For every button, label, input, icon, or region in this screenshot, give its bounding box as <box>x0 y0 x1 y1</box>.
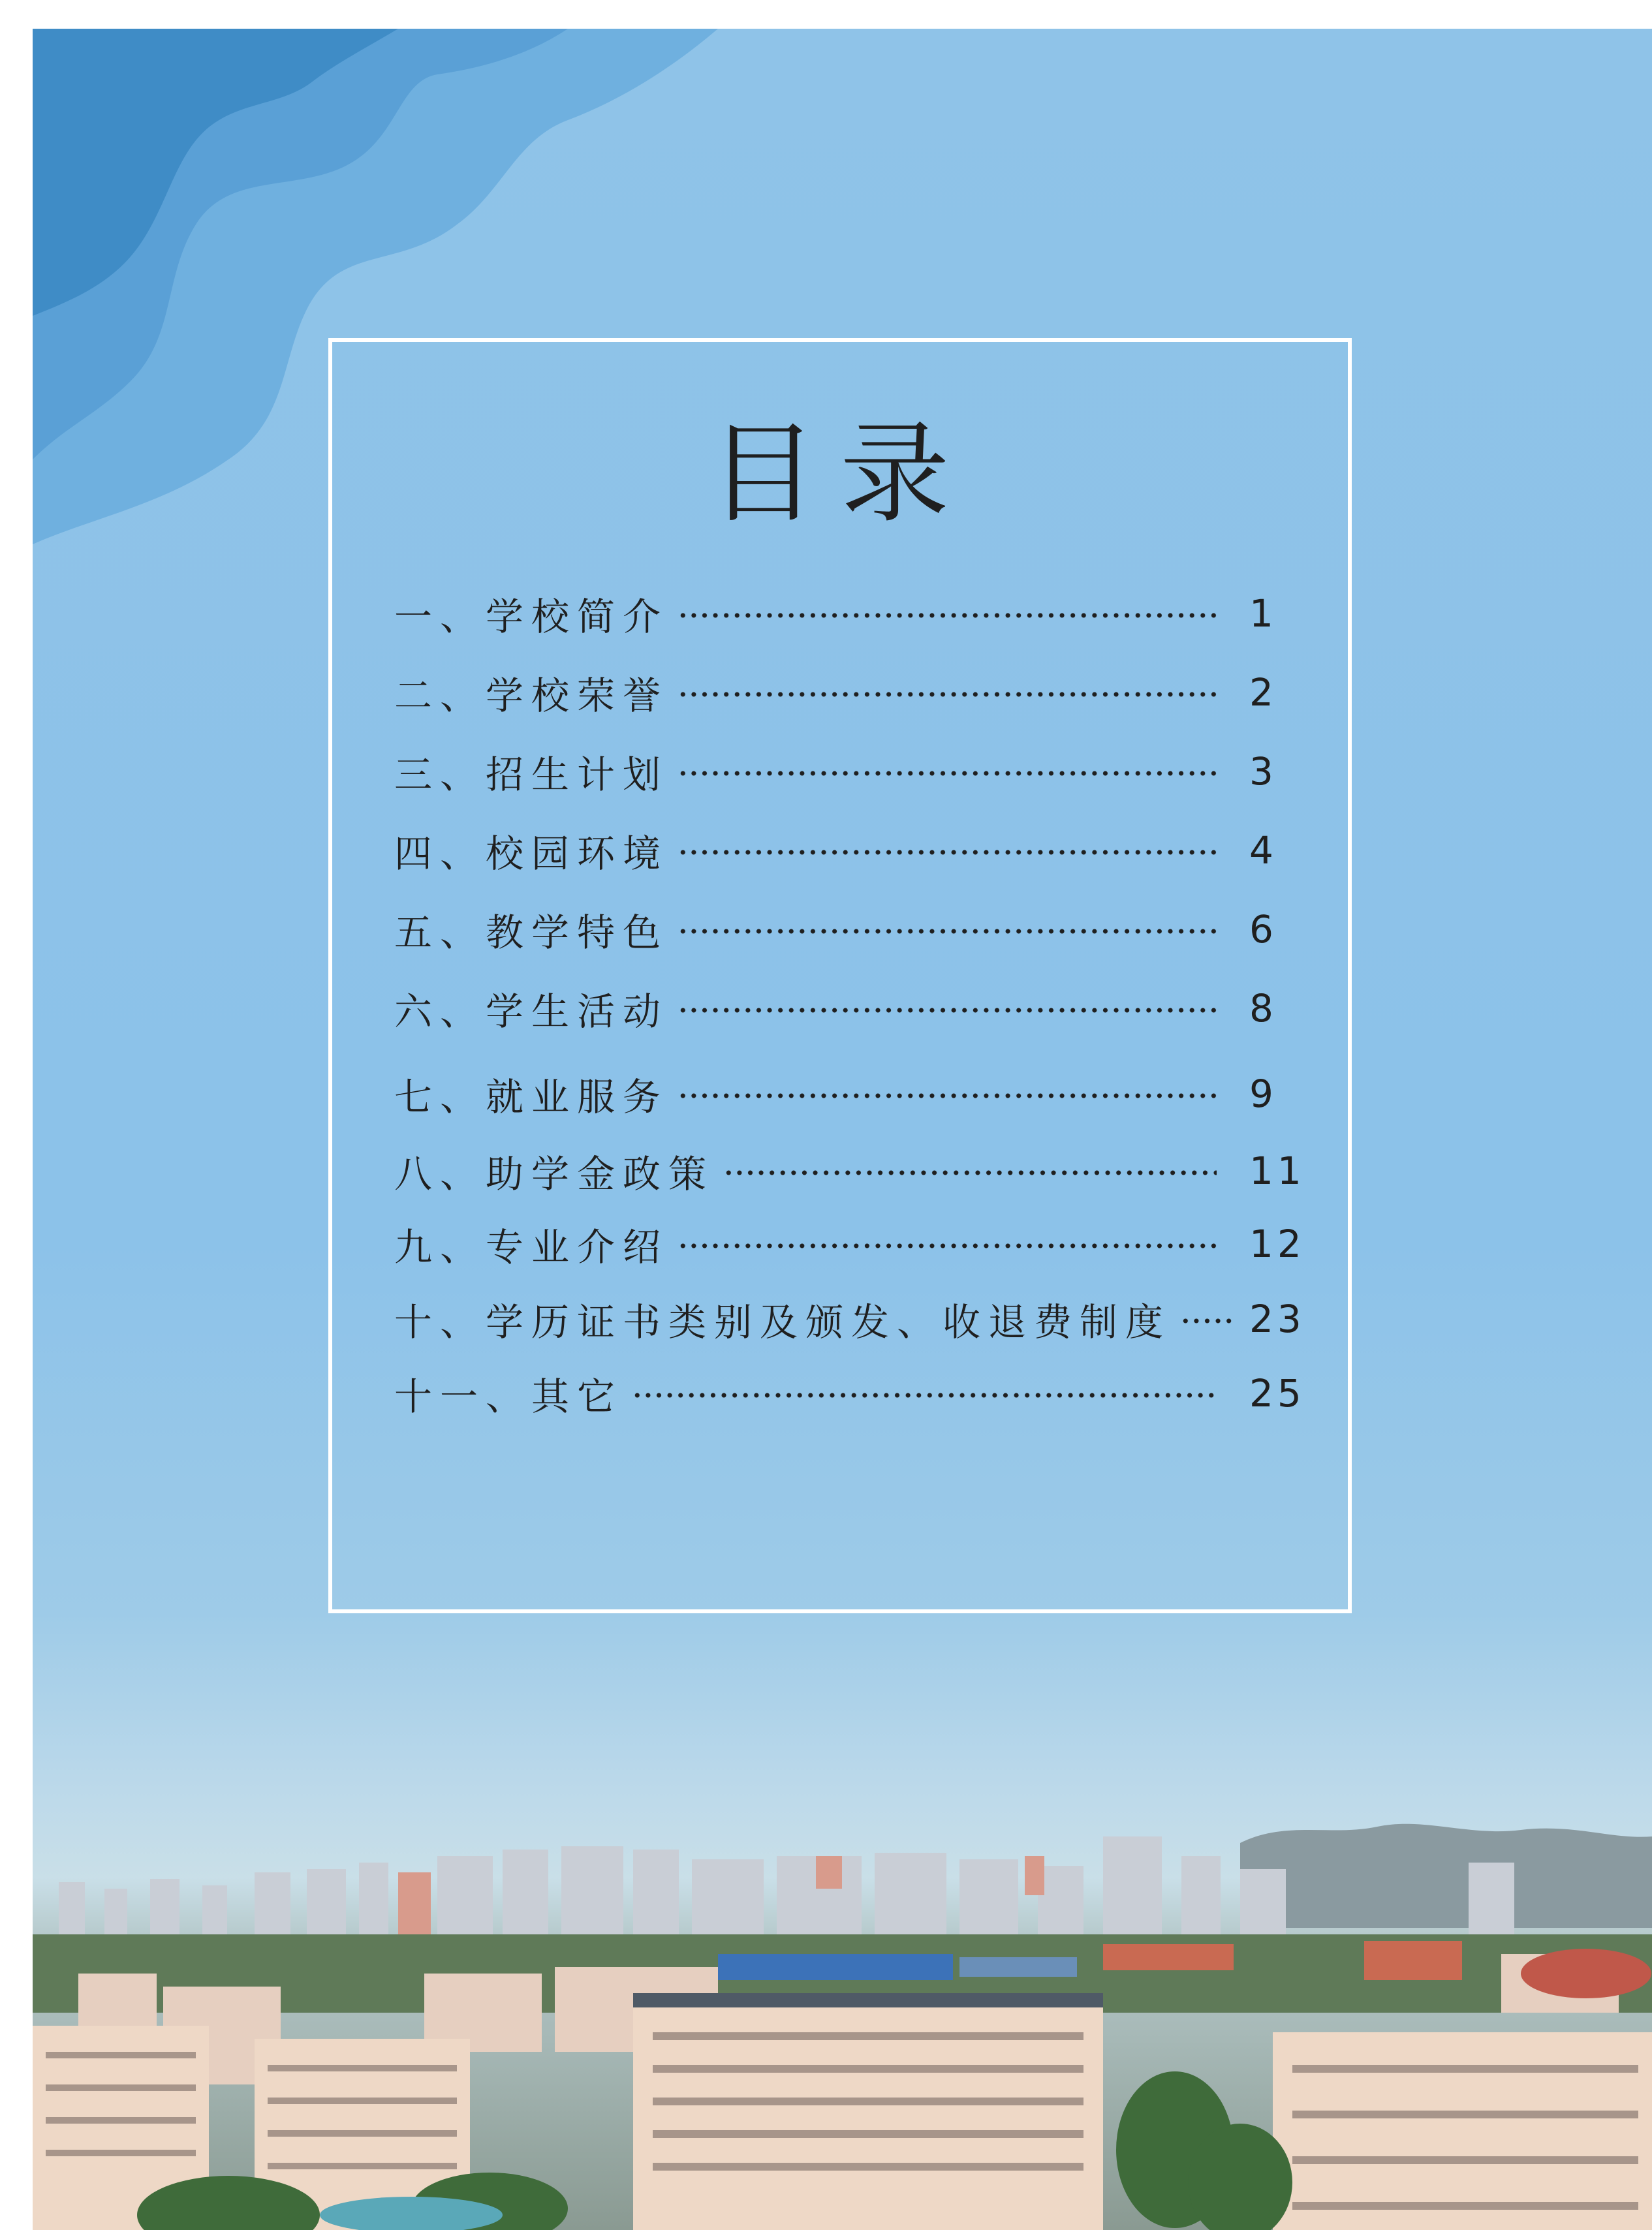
toc-row[interactable] <box>394 587 1308 640</box>
toc-label: 三、招生计划 <box>394 752 669 797</box>
toc-page-number: 25 <box>1249 1371 1305 1416</box>
campus-panorama-image <box>33 1758 1652 2230</box>
toc-row[interactable] <box>394 1068 1308 1120</box>
toc-page-number: 23 <box>1249 1297 1305 1341</box>
toc-page-number: 3 <box>1249 749 1277 794</box>
toc-label: 九、专业介绍 <box>394 1225 669 1269</box>
toc-page-number: 12 <box>1249 1222 1305 1266</box>
toc-label: 七、就业服务 <box>394 1075 669 1119</box>
toc-frame <box>328 338 1352 1613</box>
dot-leader <box>678 1008 1217 1013</box>
toc-page-number: 2 <box>1249 670 1277 715</box>
toc-page-number: 6 <box>1249 907 1277 952</box>
toc-row[interactable] <box>394 824 1308 876</box>
toc-label: 一、学校简介 <box>394 595 669 639</box>
toc-page-number: 11 <box>1249 1149 1305 1193</box>
toc-page-number: 4 <box>1249 828 1277 873</box>
toc-row[interactable] <box>394 1367 1308 1419</box>
toc-label: 二、学校荣誉 <box>394 674 669 718</box>
dot-leader <box>678 692 1217 697</box>
toc-label: 五、教学特色 <box>394 910 669 955</box>
dot-leader <box>678 613 1217 618</box>
dot-leader <box>723 1170 1217 1175</box>
toc-row[interactable] <box>394 1218 1308 1270</box>
toc-label: 十、学历证书类别及颁发、收退费制度 <box>394 1300 1172 1344</box>
page-title: 目录 <box>708 410 972 538</box>
toc-row[interactable] <box>394 745 1308 798</box>
toc-page-number: 8 <box>1249 986 1277 1030</box>
dot-leader <box>678 850 1217 855</box>
dot-leader <box>678 771 1217 776</box>
toc-row[interactable] <box>394 903 1308 955</box>
toc-row[interactable] <box>394 666 1308 719</box>
toc-page-number: 1 <box>1249 591 1277 636</box>
toc-page-number: 9 <box>1249 1072 1277 1116</box>
toc-row[interactable] <box>394 982 1308 1034</box>
toc-label: 八、助学金政策 <box>394 1152 715 1196</box>
dot-leader <box>1180 1318 1234 1324</box>
toc-row[interactable] <box>394 1293 1308 1345</box>
dot-leader <box>678 1093 1217 1098</box>
dot-leader <box>678 929 1217 934</box>
dot-leader <box>632 1393 1217 1398</box>
toc-label: 六、学生活动 <box>394 989 669 1034</box>
toc-label: 四、校园环境 <box>394 831 669 876</box>
dot-leader <box>678 1243 1217 1248</box>
toc-row[interactable] <box>394 1145 1308 1197</box>
brochure-page <box>33 29 1652 2230</box>
toc-label: 十一、其它 <box>394 1374 623 1419</box>
